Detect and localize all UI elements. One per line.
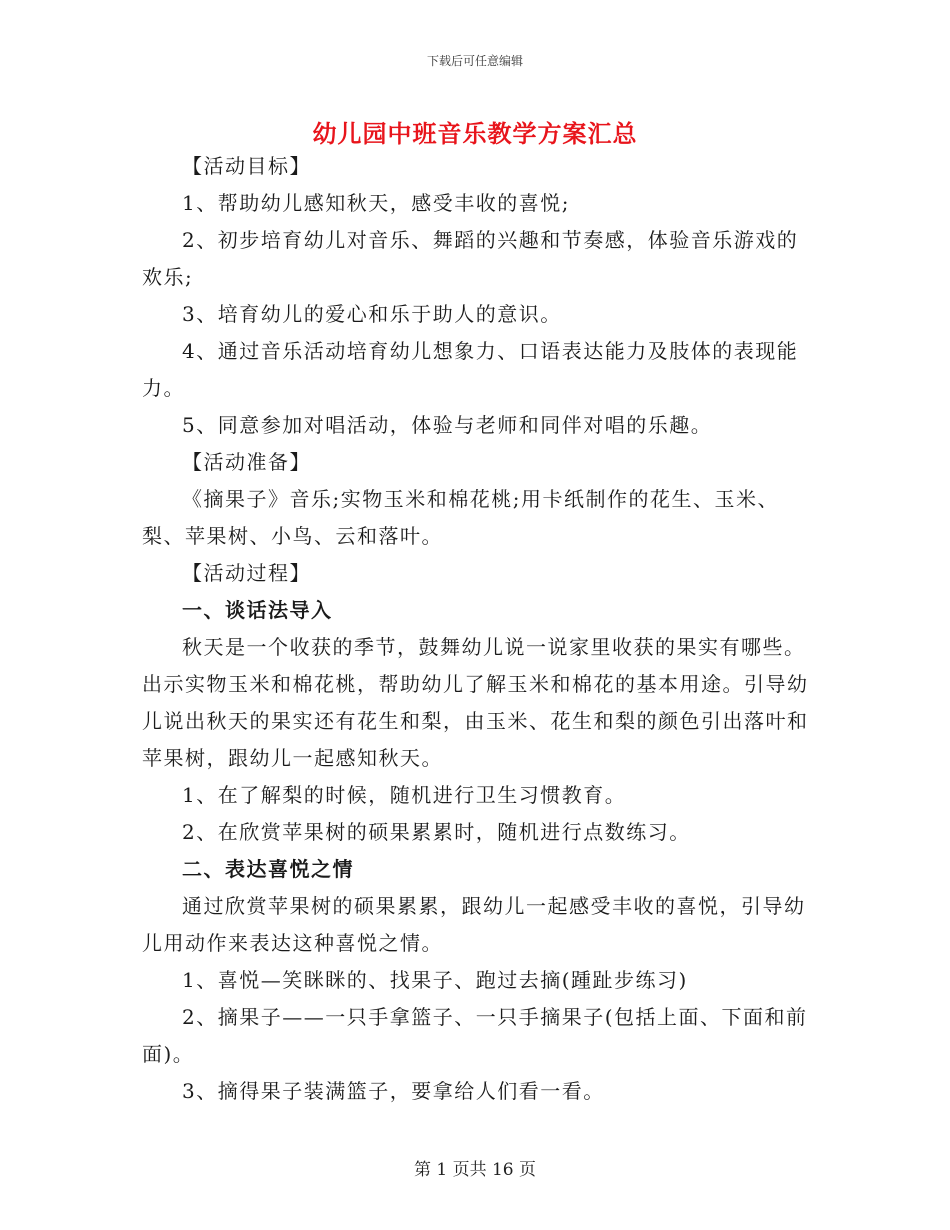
- objective-item: 1、帮助幼儿感知秋天，感受丰收的喜悦;: [182, 191, 570, 215]
- objective-item: 2、初步培育幼儿对音乐、舞蹈的兴趣和节奏感，体验音乐游戏的欢乐;: [142, 228, 799, 289]
- subheading-joy: 二、表达喜悦之情: [182, 857, 354, 881]
- preparation-text: 《摘果子》音乐;实物玉米和棉花桃;用卡纸制作的花生、玉米、梨、苹果树、小鸟、云和落叶。: [142, 487, 779, 548]
- page-header-note: 下载后可任意编辑: [426, 54, 523, 68]
- process-item: 2、摘果子——一只手拿篮子、一只手摘果子(包括上面、下面和前面)。: [142, 1005, 808, 1066]
- subheading-intro: 一、谈话法导入: [182, 598, 333, 622]
- process-item: 1、在了解梨的时候，随机进行卫生习惯教育。: [182, 783, 627, 807]
- body-paragraph: 秋天是一个收获的季节，鼓舞幼儿说一说家里收获的果实有哪些。出示实物玉米和棉花桃，帮助幼儿了解玉米和棉花的基本用途。引导幼儿说出秋天的果实还有花生和梨，由玉米、花生和梨的颜色引出落叶和苹果树，跟幼儿一起感知秋天。: [142, 635, 809, 770]
- section-heading-preparation: 【活动准备】: [182, 450, 311, 474]
- section-heading-objectives: 【活动目标】: [182, 154, 311, 178]
- process-item: 1、喜悦—笑眯眯的、找果子、跑过去摘(踵趾步练习): [182, 968, 688, 992]
- page-number-footer: 第 1 页共 16 页: [413, 1160, 537, 1180]
- process-item: 3、摘得果子装满篮子，要拿给人们看一看。: [182, 1079, 605, 1103]
- process-item: 2、在欣赏苹果树的硕果累累时，随机进行点数练习。: [182, 820, 691, 844]
- document-body: [142, 148, 810, 1110]
- document-title: 幼儿园中班音乐教学方案汇总: [312, 119, 638, 148]
- body-paragraph: 通过欣赏苹果树的硕果累累，跟幼儿一起感受丰收的喜悦，引导幼儿用动作来表达这种喜悦之情。: [142, 894, 806, 955]
- objective-item: 3、培育幼儿的爱心和乐于助人的意识。: [182, 302, 562, 326]
- section-heading-process: 【活动过程】: [182, 561, 311, 585]
- objective-item: 5、同意参加对唱活动，体验与老师和同伴对唱的乐趣。: [182, 413, 713, 437]
- objective-item: 4、通过音乐活动培育幼儿想象力、口语表达能力及肢体的表现能力。: [142, 339, 799, 400]
